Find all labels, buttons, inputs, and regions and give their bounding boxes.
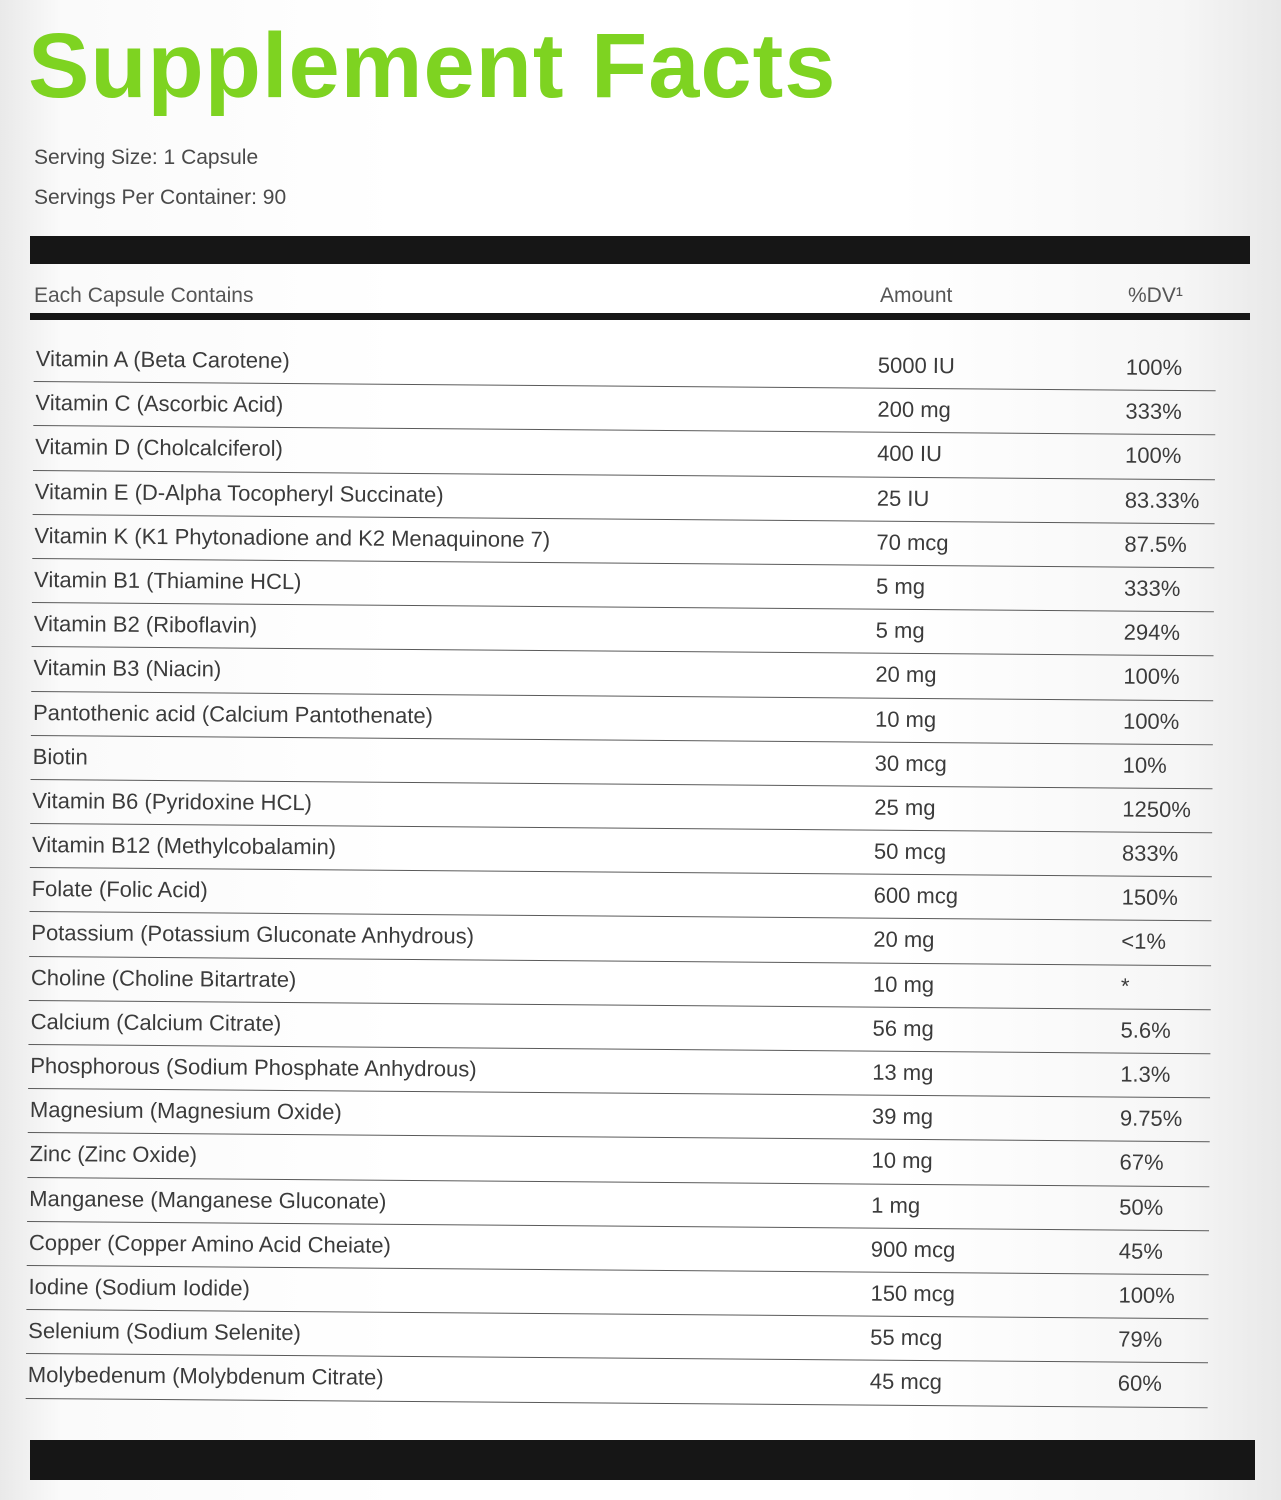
nutrient-dv: * [1120,973,1130,999]
label-title: Supplement Facts [28,15,837,117]
nutrient-amount: 50 mcg [873,838,947,865]
servings-per-container: Servings Per Container: 90 [34,186,287,209]
nutrient-amount: 45 mcg [869,1368,943,1395]
nutrient-dv: 833% [1121,840,1179,867]
nutrient-amount: 5 mg [875,617,925,644]
nutrient-dv: 1.3% [1120,1061,1171,1087]
nutrient-name: Copper (Copper Amino Acid Cheiate) [28,1229,391,1258]
nutrient-dv: 333% [1123,575,1181,601]
top-divider-bar [30,236,1250,264]
nutrient-dv: 67% [1119,1149,1164,1176]
nutrient-amount: 200 mg [877,396,951,423]
nutrient-amount: 10 mg [874,706,937,732]
nutrient-amount: 20 mg [875,661,937,688]
nutrient-dv: 150% [1121,884,1179,911]
nutrient-amount: 39 mg [871,1103,934,1130]
nutrient-name: Molybedenum (Molybdenum Citrate) [27,1362,384,1391]
table-row [26,1354,1208,1407]
nutrient-name: Manganese (Manganese Gluconate) [29,1185,387,1214]
nutrient-amount: 10 mg [872,971,935,997]
nutrient-amount: 25 mg [874,794,936,820]
nutrient-amount: 56 mg [872,1015,934,1041]
nutrient-name: Vitamin B1 (Thiamine HCL) [34,566,302,595]
nutrient-dv: 100% [1122,708,1180,734]
nutrient-dv: 100% [1125,354,1183,381]
nutrient-name: Selenium (Sodium Selenite) [28,1318,301,1346]
nutrient-amount: 30 mcg [874,750,947,776]
nutrient-name: Biotin [32,743,88,770]
nutrient-amount: 150 mcg [870,1280,956,1307]
nutrient-amount: 70 mcg [876,529,949,555]
nutrient-dv: 100% [1125,442,1182,469]
nutrient-name: Vitamin A (Beta Carotene) [35,346,290,374]
nutrient-dv: 5.6% [1120,1017,1171,1043]
nutrient-name: Calcium (Calcium Citrate) [30,1008,282,1036]
nutrient-name: Folate (Folic Acid) [31,876,208,903]
nutrient-name: Pantothenic acid (Calcium Pantothenate) [32,699,434,728]
nutrient-amount: 25 IU [876,485,930,511]
nutrient-dv: 333% [1125,398,1182,425]
header-divider-bar [30,313,1250,320]
nutrient-amount: 5000 IU [877,352,955,379]
serving-size: Serving Size: 1 Capsule [34,146,259,169]
nutrient-name: Phosphorous (Sodium Phosphate Anhydrous) [30,1052,477,1082]
nutrient-name: Choline (Choline Bitartrate) [30,964,297,992]
nutrient-name: Vitamin B12 (Methylcobalamin) [31,832,337,860]
nutrient-dv: 10% [1122,752,1167,778]
column-header-name: Each Capsule Contains [34,284,254,307]
column-header-amount: Amount [880,284,953,307]
nutrient-name: Magnesium (Magnesium Oxide) [29,1097,342,1125]
nutrient-name: Vitamin E (D-Alpha Tocopheryl Succinate) [34,478,444,507]
nutrient-dv: 45% [1118,1238,1164,1264]
nutrient-amount: 5 mg [875,573,926,599]
nutrient-amount: 55 mcg [870,1324,943,1351]
nutrient-amount: 10 mg [871,1147,933,1174]
bottom-divider-bar [30,1440,1255,1480]
nutrient-amount: 1 mg [871,1192,921,1218]
nutrient-amount: 900 mcg [870,1236,956,1263]
nutrient-name: Vitamin K (K1 Phytonadione and K2 Menaquinone 7) [34,522,551,552]
nutrient-amount: 400 IU [877,441,943,467]
nutrient-dv: 87.5% [1124,531,1187,557]
nutrient-amount: 20 mg [873,927,935,953]
nutrient-name: Potassium (Potassium Gluconate Anhydrous) [31,920,475,949]
nutrient-amount: 600 mcg [873,882,959,909]
nutrient-dv: 100% [1123,663,1180,690]
nutrient-name: Iodine (Sodium Iodide) [28,1273,251,1301]
nutrient-table [26,338,1216,1408]
nutrient-dv: <1% [1121,928,1167,955]
nutrient-name: Zinc (Zinc Oxide) [29,1141,198,1168]
nutrient-dv: 50% [1119,1194,1164,1220]
nutrient-dv: 83.33% [1124,487,1200,513]
nutrient-dv: 294% [1123,619,1181,646]
nutrient-name: Vitamin B6 (Pyridoxine HCL) [32,787,313,816]
nutrient-name: Vitamin B3 (Niacin) [33,655,222,682]
nutrient-name: Vitamin B2 (Riboflavin) [33,611,258,638]
nutrient-dv: 100% [1118,1282,1175,1308]
nutrient-dv: 1250% [1122,796,1191,822]
nutrient-name: Vitamin D (Cholcalciferol) [35,434,284,462]
nutrient-name: Vitamin C (Ascorbic Acid) [35,390,284,418]
column-header-dv: %DV¹ [1128,284,1183,307]
nutrient-dv: 9.75% [1119,1105,1183,1132]
nutrient-dv: 60% [1117,1370,1162,1397]
nutrient-dv: 79% [1118,1326,1163,1353]
nutrient-amount: 13 mg [872,1059,934,1086]
